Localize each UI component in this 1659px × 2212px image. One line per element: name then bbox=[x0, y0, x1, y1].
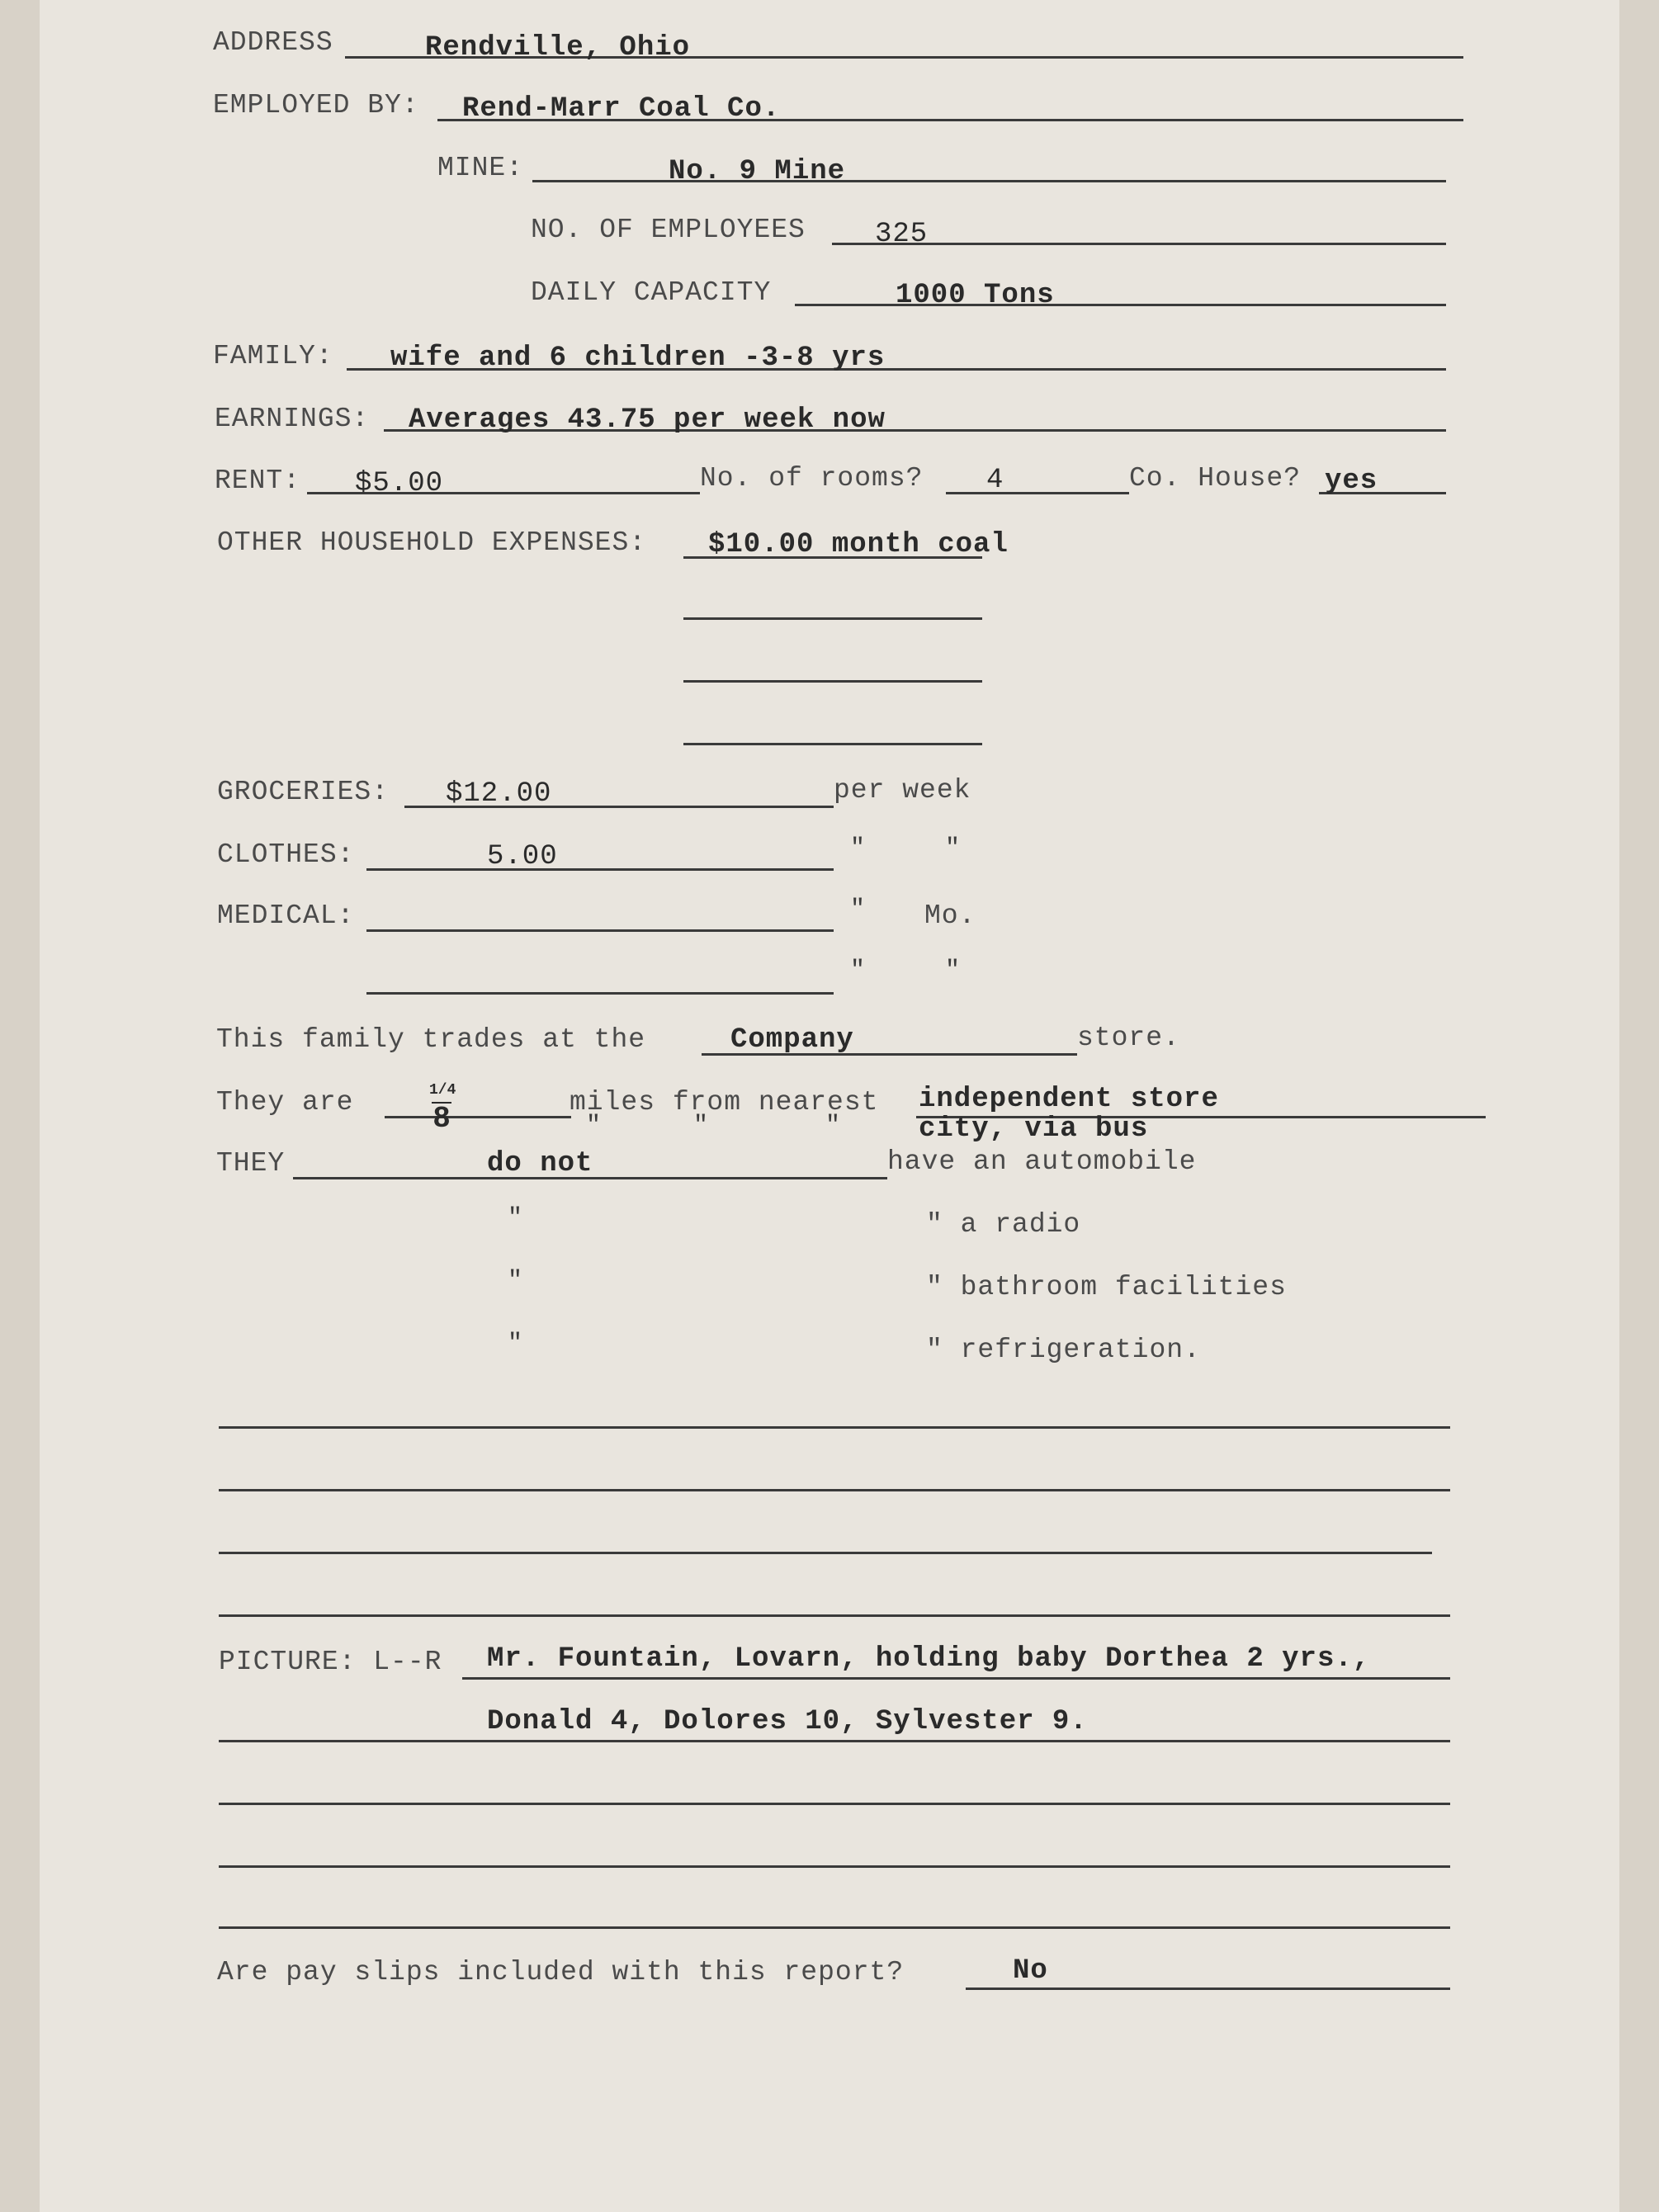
pay-slips-value[interactable]: No bbox=[1013, 1955, 1048, 1987]
employed-by-value[interactable]: Rend-Marr Coal Co. bbox=[462, 93, 781, 125]
other-expenses-line-3 bbox=[683, 680, 982, 683]
picture-line-4 bbox=[219, 1865, 1450, 1868]
blank-line-4 bbox=[219, 1614, 1450, 1617]
earnings-value[interactable]: Averages 43.75 per week now bbox=[409, 404, 886, 436]
trades-prefix: This family trades at the bbox=[216, 1024, 646, 1055]
clothes-ditto-2: " bbox=[945, 834, 961, 863]
picture-line2-value[interactable]: Donald 4, Dolores 10, Sylvester 9. bbox=[487, 1706, 1088, 1737]
family-label: FAMILY: bbox=[213, 341, 333, 371]
pay-slips-label: Are pay slips included with this report? bbox=[217, 1957, 905, 1987]
they-left-ditto-refrigeration: " bbox=[508, 1330, 523, 1358]
address-value[interactable]: Rendville, Ohio bbox=[425, 32, 691, 64]
pay-slips-line bbox=[966, 1987, 1450, 1990]
medical-unit: Mo. bbox=[924, 900, 976, 931]
picture-line-1 bbox=[462, 1677, 1450, 1680]
rent-value[interactable]: $5.00 bbox=[355, 468, 444, 499]
employees-label: NO. OF EMPLOYEES bbox=[531, 215, 806, 245]
rooms-line bbox=[946, 492, 1129, 494]
other-expenses-line-2 bbox=[683, 617, 982, 620]
picture-line-5 bbox=[219, 1926, 1450, 1929]
they-item-radio: " a radio bbox=[926, 1209, 1081, 1240]
picture-line-2 bbox=[219, 1740, 1450, 1742]
medical-ditto: " bbox=[850, 896, 866, 924]
blank-line-3 bbox=[219, 1552, 1432, 1554]
groceries-unit: per week bbox=[834, 775, 971, 806]
clothes-value[interactable]: 5.00 bbox=[487, 841, 558, 872]
distance-prefix: They are bbox=[216, 1087, 354, 1118]
distance-value-2[interactable]: city, via bus bbox=[919, 1113, 1149, 1145]
rooms-label: No. of rooms? bbox=[700, 463, 924, 494]
other-expenses-label: OTHER HOUSEHOLD EXPENSES: bbox=[217, 527, 647, 558]
other-expenses-value[interactable]: $10.00 month coal bbox=[708, 529, 1009, 560]
distance-ditto-1: " bbox=[586, 1112, 602, 1140]
trades-suffix: store. bbox=[1077, 1023, 1180, 1053]
medical-line-2 bbox=[366, 992, 834, 995]
distance-fraction[interactable] bbox=[429, 1080, 456, 1136]
groceries-label: GROCERIES: bbox=[217, 777, 390, 807]
mine-label: MINE: bbox=[437, 153, 524, 183]
medical-line bbox=[366, 929, 834, 932]
co-house-value[interactable]: yes bbox=[1325, 466, 1378, 497]
they-item-bathroom: " bathroom facilities bbox=[926, 1272, 1287, 1302]
mine-value[interactable]: No. 9 Mine bbox=[669, 156, 846, 187]
clothes-label: CLOTHES: bbox=[217, 839, 355, 870]
trades-value[interactable]: Company bbox=[730, 1024, 854, 1056]
blank-line-1 bbox=[219, 1426, 1450, 1429]
medical-extra-ditto-1: " bbox=[850, 957, 866, 985]
distance-fraction-line bbox=[385, 1116, 571, 1118]
clothes-line bbox=[366, 868, 834, 871]
clothes-ditto-1: " bbox=[850, 834, 866, 863]
capacity-value[interactable]: 1000 Tons bbox=[896, 280, 1055, 311]
co-house-label: Co. House? bbox=[1129, 463, 1302, 494]
distance-ditto-2: " bbox=[693, 1112, 709, 1140]
rent-label: RENT: bbox=[215, 466, 301, 496]
groceries-value[interactable]: $12.00 bbox=[446, 778, 552, 810]
fraction-bottom: 8 bbox=[432, 1102, 451, 1136]
they-label: THEY bbox=[216, 1148, 286, 1179]
employed-by-label: EMPLOYED BY: bbox=[213, 90, 419, 121]
they-item-automobile: have an automobile bbox=[887, 1146, 1197, 1177]
medical-label: MEDICAL: bbox=[217, 900, 355, 931]
distance-ditto-3: " bbox=[825, 1112, 841, 1140]
picture-line1-value[interactable]: Mr. Fountain, Lovarn, holding baby Dorthea 2 yrs., bbox=[487, 1643, 1371, 1675]
address-label: ADDRESS bbox=[213, 27, 333, 58]
blank-line-2 bbox=[219, 1489, 1450, 1491]
family-value[interactable]: wife and 6 children -3-8 yrs bbox=[390, 343, 886, 374]
they-left-ditto-radio: " bbox=[508, 1204, 523, 1232]
capacity-line bbox=[795, 304, 1446, 306]
other-expenses-line-4 bbox=[683, 743, 982, 745]
they-value[interactable]: do not bbox=[487, 1148, 593, 1179]
capacity-label: DAILY CAPACITY bbox=[531, 277, 772, 308]
earnings-label: EARNINGS: bbox=[215, 404, 370, 434]
distance-middle: miles from nearest bbox=[570, 1087, 879, 1118]
distance-value-1[interactable]: independent store bbox=[919, 1084, 1219, 1115]
rooms-value[interactable]: 4 bbox=[986, 465, 1004, 496]
medical-extra-ditto-2: " bbox=[945, 957, 961, 985]
picture-line-3 bbox=[219, 1803, 1450, 1805]
employees-value[interactable]: 325 bbox=[875, 219, 929, 250]
they-item-refrigeration: " refrigeration. bbox=[926, 1335, 1201, 1365]
fraction-top: 1/4 bbox=[429, 1082, 456, 1099]
picture-label: PICTURE: L--R bbox=[219, 1647, 442, 1677]
they-left-ditto-bathroom: " bbox=[508, 1267, 523, 1295]
